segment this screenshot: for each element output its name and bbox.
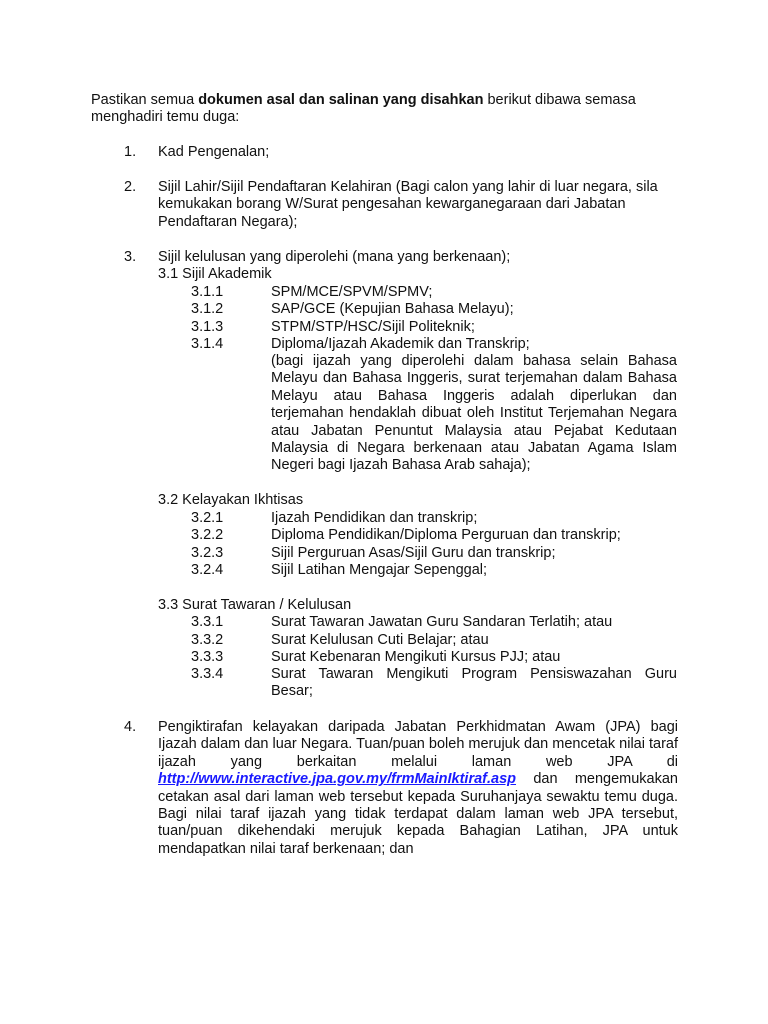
row-3-1-4-text: Diploma/Ijazah Akademik dan Transkrip; [271,336,530,352]
row-3-3-4-number: 3.3.4 [191,666,224,682]
item-2-number: 2. [124,179,137,195]
item-3-text: Sijil kelulusan yang diperolehi (mana yang berkenaan); [158,249,511,265]
row-3-2-1-number: 3.2.1 [191,510,224,526]
item-4-post: dan mengemukakan cetakan asal dari laman web tersebut kepada Suruhanjaya sewaktu temu duga. Bagi nilai taraf ijazah yang tidak terdapat dalam laman web JPA tersebut, tuan/puan dikehendaki merujuk kepada Bahagian Latihan, JPA untuk mendapatkan nilai taraf berkenaan; dan [158,771,678,857]
row-3-1-3-number: 3.1.3 [191,319,224,335]
row-3-3-2-text: Surat Kelulusan Cuti Belajar; atau [271,632,489,648]
row-3-2-3-number: 3.2.3 [191,545,224,561]
row-3-2-2-number: 3.2.2 [191,527,224,543]
intro-bold: dokumen asal dan salinan yang disahkan [198,92,484,108]
item-4-paragraph [158,719,678,858]
row-3-3-3-text: Surat Kebenaran Mengikuti Kursus PJJ; atau [271,649,561,665]
item-2-text: Sijil Lahir/Sijil Pendaftaran Kelahiran (Bagi calon yang lahir di luar negara, sila kemukakan borang W/Surat pengesahan kewarganegaraan dari Jabatan Pendaftaran Negara); [158,179,658,230]
row-3-3-2-number: 3.3.2 [191,632,224,648]
row-3-1-4-number: 3.1.4 [191,336,224,352]
row-3-2-4-text: Sijil Latihan Mengajar Sepenggal; [271,562,488,578]
row-3-3-1-number: 3.3.1 [191,614,224,630]
section-3-3-heading: 3.3 Surat Tawaran / Kelulusan [158,597,352,613]
row-3-1-2-number: 3.1.2 [191,301,224,317]
intro-pre: Pastikan semua [91,92,199,108]
row-3-3-1-text: Surat Tawaran Jawatan Guru Sandaran Terlatih; atau [271,614,613,630]
intro-post: berikut dibawa semasa menghadiri temu duga: [91,92,636,126]
row-3-2-3-text: Sijil Perguruan Asas/Sijil Guru dan transkrip; [271,545,556,561]
item-3-number: 3. [124,249,137,265]
row-3-2-2-text: Diploma Pendidikan/Diploma Perguruan dan transkrip; [271,527,621,543]
row-3-2-4-number: 3.2.4 [191,562,224,578]
row-3-1-1-text: SPM/MCE/SPVM/SPMV; [271,284,433,300]
row-3-3-4-text: Surat Tawaran Mengikuti Program Pensiswazahan Guru Besar; [271,666,677,700]
row-3-1-4-note: (bagi ijazah yang diperolehi dalam bahasa selain Bahasa Melayu dan Bahasa Inggeris, surat terjemahan dalam Bahasa Melayu atau Bahasa Inggeris adalah diperlukan dan terjemahan hendaklah dibuat oleh Institut Terjemahan Negara atau Jabatan Penuntut Malaysia atau Pejabat Kedutaan Malaysia di Negara berkenaan atau Jabatan Agama Islam Negeri bagi Ijazah Bahasa Arab sahaja); [271,353,677,474]
row-3-1-2-text: SAP/GCE (Kepujian Bahasa Melayu); [271,301,514,317]
item-1-text: Kad Pengenalan; [158,144,270,160]
row-3-1-3-text: STPM/STP/HSC/Sijil Politeknik; [271,319,475,335]
item-4-pre: Pengiktirafan kelayakan daripada Jabatan Perkhidmatan Awam (JPA) bagi Ijazah dalam dan luar Negara. Tuan/puan boleh merujuk dan mencetak nilai taraf ijazah yang berkaitan melalui laman web JPA di [158,719,678,770]
intro-paragraph [91,92,691,127]
item-1-number: 1. [124,144,137,160]
section-3-1-heading: 3.1 Sijil Akademik [158,266,272,282]
row-3-2-1-text: Ijazah Pendidikan dan transkrip; [271,510,478,526]
jpa-iktiraf-link[interactable]: http://www.interactive.jpa.gov.my/frmMainIktiraf.asp [158,771,517,788]
item-4-number: 4. [124,719,137,735]
row-3-3-3-number: 3.3.3 [191,649,224,665]
section-3-2-heading: 3.2 Kelayakan Ikhtisas [158,492,304,508]
row-3-1-1-number: 3.1.1 [191,284,224,300]
